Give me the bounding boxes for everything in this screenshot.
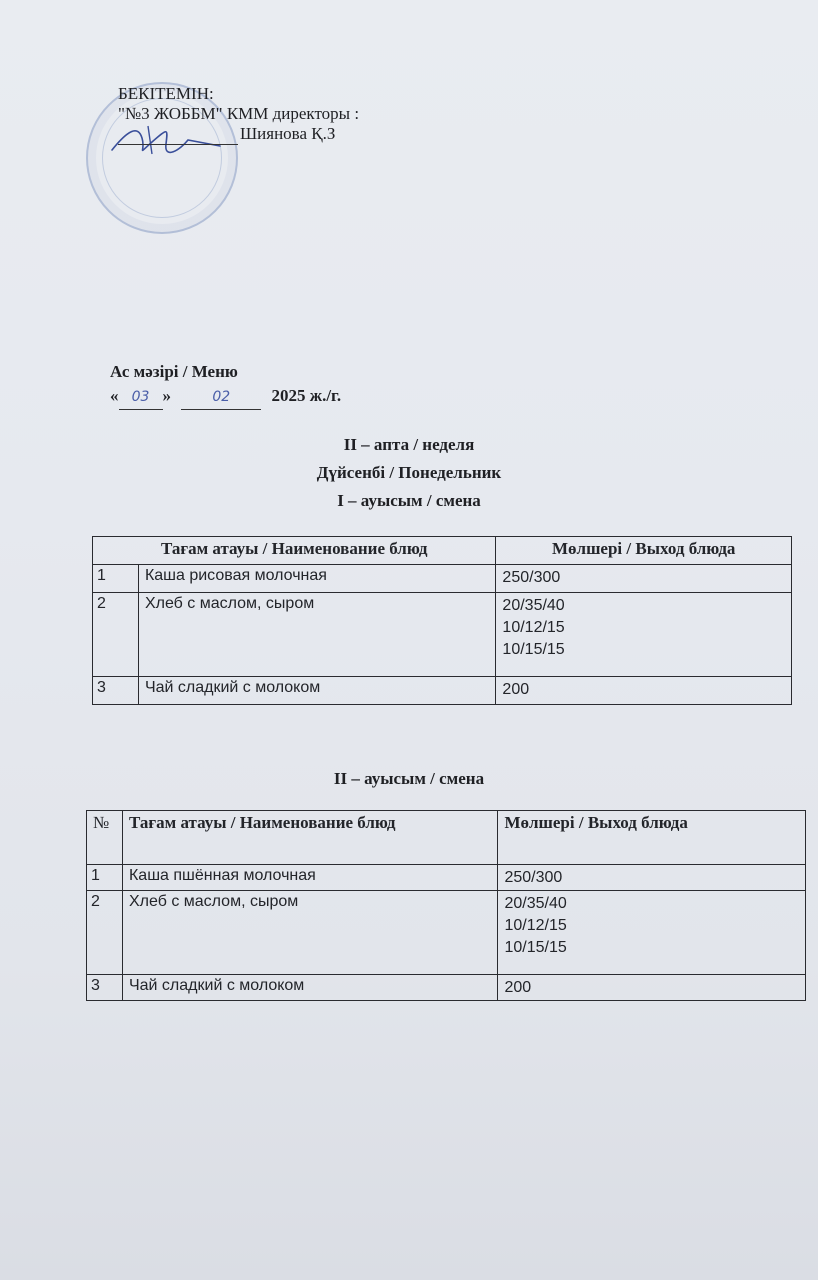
- output-value: 200: [504, 979, 532, 996]
- shift2-menu-table: [86, 810, 806, 1001]
- dish-name: Каша пшённая молочная: [122, 865, 497, 891]
- table-row: [87, 891, 806, 975]
- shift1-menu-table: [92, 536, 792, 705]
- shift2-heading: II – ауысым / смена: [333, 769, 485, 788]
- col-number: №: [87, 811, 123, 865]
- dish-output: [496, 593, 792, 677]
- dish-name: Хлеб с маслом, сыром: [122, 891, 497, 975]
- row-number: 3: [87, 975, 123, 1001]
- output-value: 10/12/15: [502, 619, 565, 636]
- dish-output: [498, 975, 806, 1001]
- menu-date: [110, 384, 341, 410]
- date-month: 02: [181, 385, 261, 410]
- date-year: 2025 ж./г.: [271, 386, 342, 405]
- weekday-heading: Дүйсенбі / Понедельник: [316, 463, 502, 482]
- table-row: [87, 975, 806, 1001]
- week-heading: II – апта / неделя: [343, 435, 475, 454]
- output-value: 10/15/15: [504, 939, 567, 956]
- table-row: [93, 593, 792, 677]
- output-value: 10/15/15: [502, 641, 565, 658]
- dish-output: [496, 677, 792, 705]
- approval-position: "№3 ЖОББМ" КММ директоры :: [118, 104, 360, 123]
- table-row: [93, 677, 792, 705]
- approval-director-line: [118, 124, 359, 145]
- date-open-quote: «: [110, 386, 119, 405]
- menu-header: [110, 360, 341, 410]
- row-number: 1: [87, 865, 123, 891]
- dish-name: Чай сладкий с молоком: [138, 677, 495, 705]
- output-value: 250/300: [502, 569, 561, 586]
- dish-output: [498, 891, 806, 975]
- output-value: 10/12/15: [504, 917, 567, 934]
- menu-title: Ас мәзірі / Меню: [110, 362, 238, 381]
- approval-heading: БЕКІТЕМІН:: [118, 84, 214, 103]
- output-value: 20/35/40: [504, 895, 567, 912]
- output-value: 20/35/40: [502, 597, 565, 614]
- dish-name: Хлеб с маслом, сыром: [138, 593, 495, 677]
- col-output: Мөлшері / Выход блюда: [498, 811, 806, 865]
- output-value: 200: [502, 681, 530, 698]
- table-header-row: [93, 537, 792, 565]
- table-row: [87, 865, 806, 891]
- row-number: 1: [93, 565, 139, 593]
- director-name: Шиянова Қ.З: [240, 124, 336, 143]
- dish-output: [496, 565, 792, 593]
- dish-output: [498, 865, 806, 891]
- col-output: Мөлшері / Выход блюда: [496, 537, 792, 565]
- dish-name: Каша рисовая молочная: [138, 565, 495, 593]
- dish-name: Чай сладкий с молоком: [122, 975, 497, 1001]
- col-dish-name: Тағам атауы / Наименование блюд: [122, 811, 497, 865]
- col-dish-name: Тағам атауы / Наименование блюд: [93, 537, 496, 565]
- row-number: 2: [93, 593, 139, 677]
- table-header-row: [87, 811, 806, 865]
- row-number: 3: [93, 677, 139, 705]
- shift1-heading: I – ауысым / смена: [337, 491, 481, 510]
- signature-line: [118, 124, 238, 145]
- table-row: [93, 565, 792, 593]
- output-value: 250/300: [504, 869, 563, 886]
- date-close-quote: »: [162, 386, 171, 405]
- approval-block: [118, 84, 359, 145]
- row-number: 2: [87, 891, 123, 975]
- date-day: 03: [119, 385, 163, 410]
